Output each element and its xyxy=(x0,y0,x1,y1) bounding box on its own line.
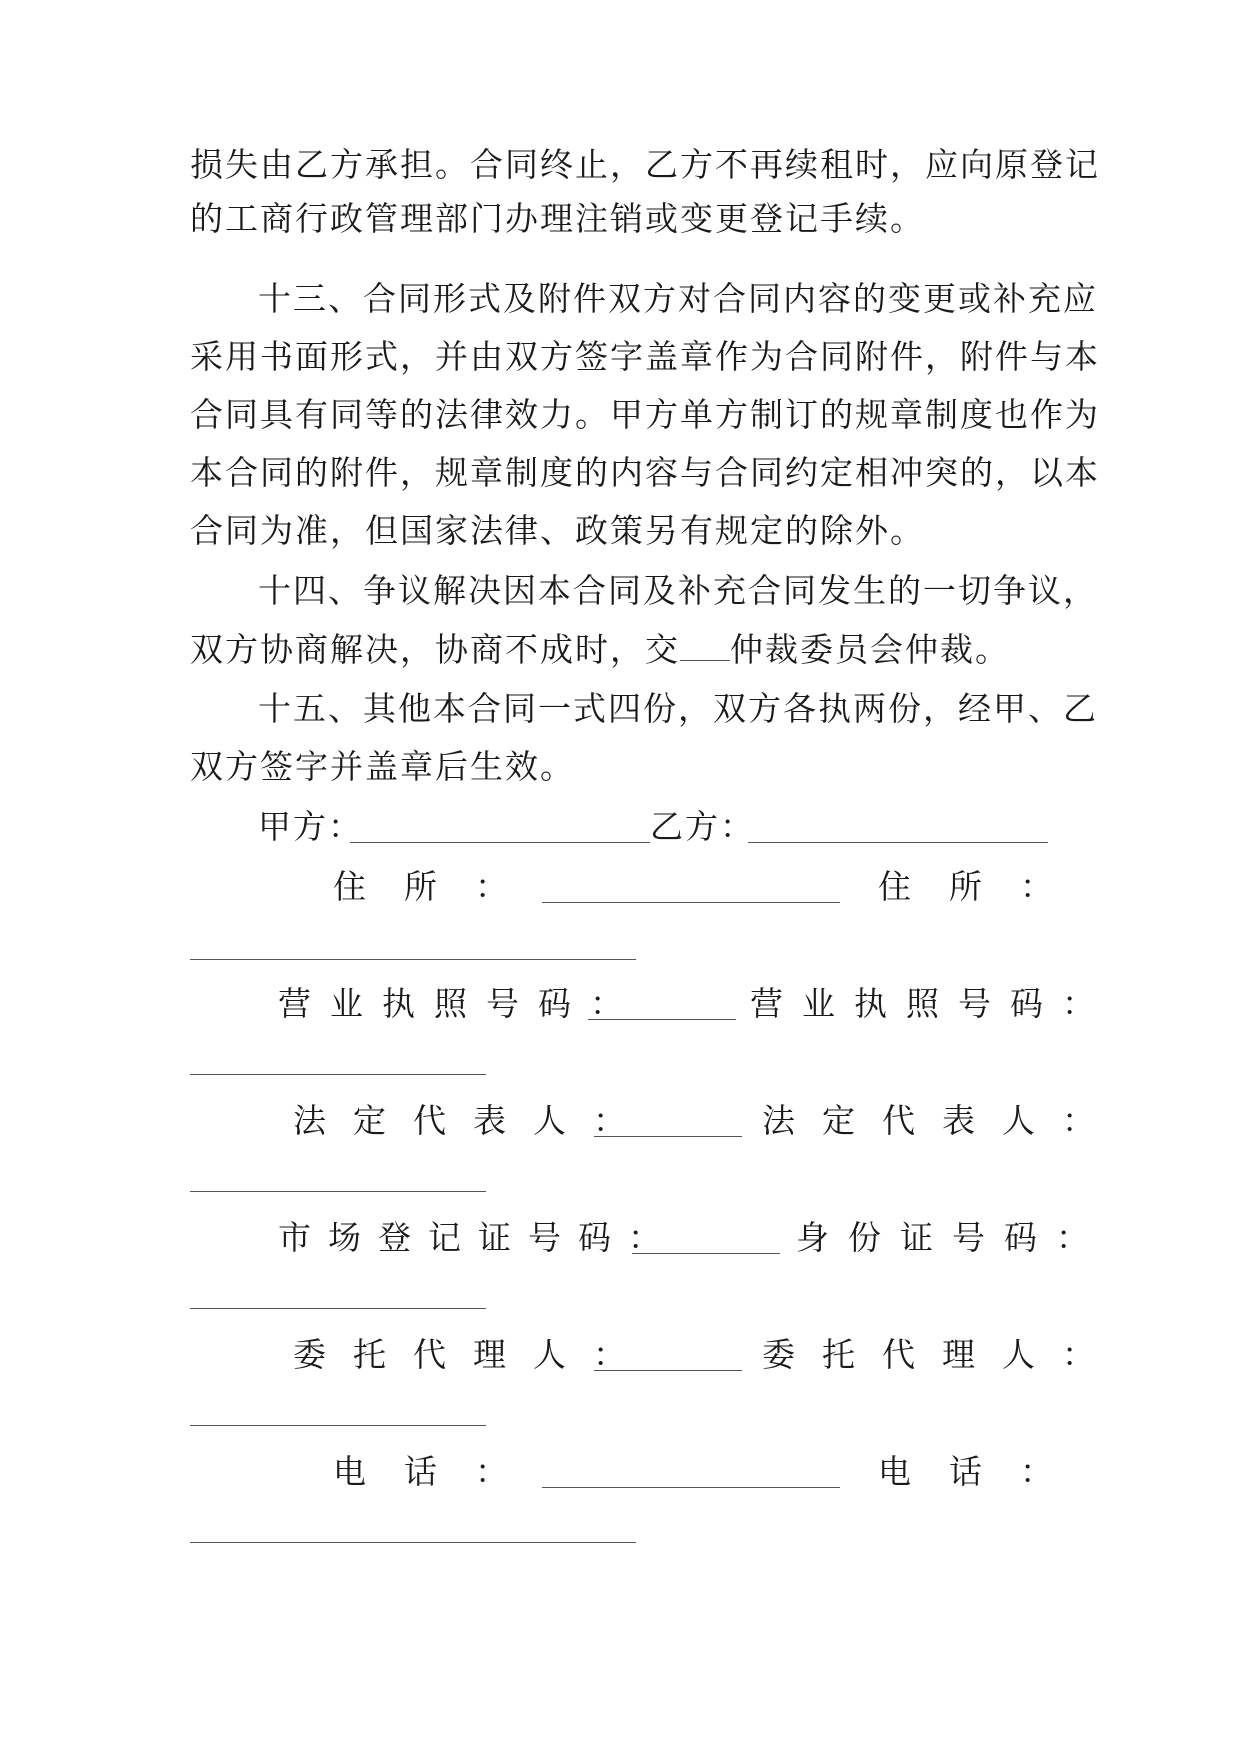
address-row xyxy=(190,858,1091,916)
agent-a-label: 委托代理人： xyxy=(293,1335,653,1374)
id-number-b-blank[interactable] xyxy=(190,1308,486,1309)
paragraph-15-line-1: 十五、其他本合同一式四份，双方各执两份，经甲、乙 xyxy=(258,689,1098,728)
address-a-label: 住所： xyxy=(333,867,546,906)
license-b-blank[interactable] xyxy=(190,1074,486,1075)
agent-b-label: 委托代理人： xyxy=(762,1335,1122,1374)
market-reg-a-blank[interactable] xyxy=(632,1253,780,1254)
paragraph-14-text-b: 仲裁委员会仲裁。 xyxy=(730,630,1010,669)
party-b-label: 乙方： xyxy=(650,807,755,846)
phone-row xyxy=(190,1443,1091,1501)
address-a-blank[interactable] xyxy=(542,902,840,903)
party-b-blank[interactable] xyxy=(748,842,1048,843)
license-b-label: 营业执照号码： xyxy=(750,984,1114,1023)
legal-rep-b-label: 法定代表人： xyxy=(762,1101,1122,1140)
paragraph-12-line-2: 的工商行政管理部门办理注销或变更登记手续。 xyxy=(190,199,925,238)
paragraph-14-line-1: 十四、争议解决因本合同及补充合同发生的一切争议， xyxy=(258,571,1098,610)
paragraph-13-line-2: 采用书面形式，并由双方签字盖章作为合同附件，附件与本 xyxy=(190,337,1100,376)
license-a-label: 营业执照号码： xyxy=(278,984,642,1023)
paragraph-15-line-2: 双方签字并盖章后生效。 xyxy=(190,747,575,786)
agent-row xyxy=(190,1326,1122,1384)
legal-rep-row xyxy=(190,1092,1122,1150)
legal-rep-a-label: 法定代表人： xyxy=(293,1101,653,1140)
agent-b-blank[interactable] xyxy=(190,1425,486,1426)
agent-a-blank[interactable] xyxy=(594,1370,742,1371)
paragraph-13-line-1: 十三、合同形式及附件双方对合同内容的变更或补充应 xyxy=(258,279,1098,318)
party-row xyxy=(190,798,1060,856)
phone-a-blank[interactable] xyxy=(542,1487,840,1488)
legal-rep-a-blank[interactable] xyxy=(594,1136,742,1137)
license-a-blank[interactable] xyxy=(588,1019,736,1020)
license-row xyxy=(190,975,1114,1033)
address-b-blank[interactable] xyxy=(190,959,636,960)
registration-row xyxy=(190,1209,1108,1267)
paragraph-12-line-1: 损失由乙方承担。合同终止，乙方不再续租时，应向原登记 xyxy=(190,145,1100,184)
phone-a-label: 电话： xyxy=(333,1452,546,1491)
paragraph-14-text-a: 双方协商解决，协商不成时，交 xyxy=(190,630,680,669)
party-a-blank[interactable] xyxy=(350,842,650,843)
phone-b-label: 电话： xyxy=(878,1452,1091,1491)
paragraph-14-line-2 xyxy=(190,620,1060,678)
paragraph-13-line-3: 合同具有同等的法律效力。甲方单方制订的规章制度也作为 xyxy=(190,395,1100,434)
paragraph-13-line-5: 合同为准，但国家法律、政策另有规定的除外。 xyxy=(190,511,925,550)
phone-b-blank[interactable] xyxy=(190,1542,636,1543)
party-a-label: 甲方： xyxy=(258,807,363,846)
market-reg-a-label: 市场登记证号码： xyxy=(278,1218,678,1257)
arbitration-blank[interactable] xyxy=(680,620,730,661)
id-number-b-label: 身份证号码： xyxy=(796,1218,1108,1257)
address-b-label: 住所： xyxy=(878,867,1091,906)
legal-rep-b-blank[interactable] xyxy=(190,1191,486,1192)
paragraph-13-line-4: 本合同的附件，规章制度的内容与合同约定相冲突的，以本 xyxy=(190,453,1100,492)
